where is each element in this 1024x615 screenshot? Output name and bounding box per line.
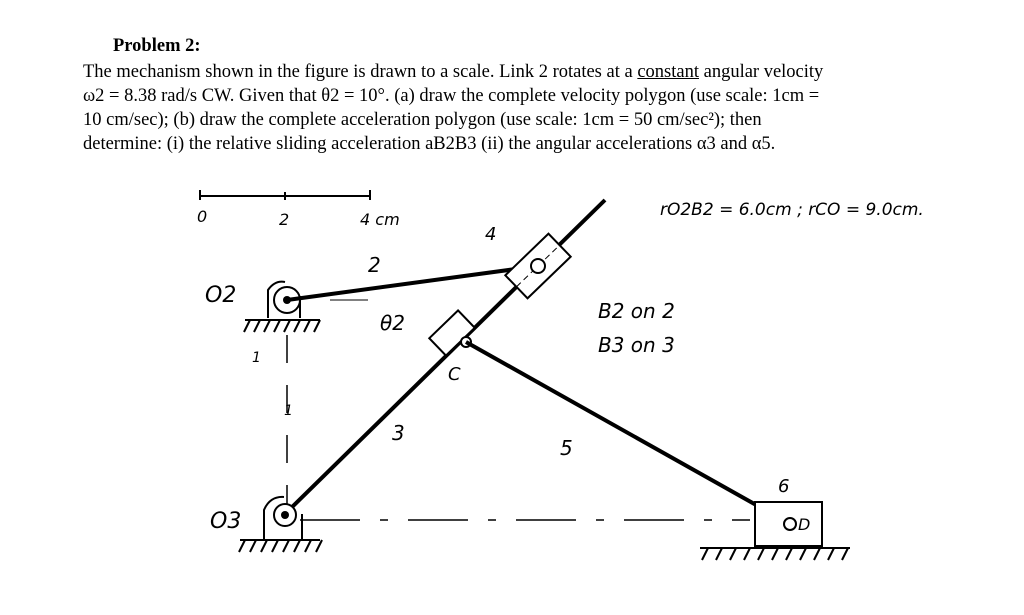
statement-line-4: determine: (i) the relative sliding acceleration aB2B3 (ii) the angular accelerations α3 and α5.: [83, 134, 776, 154]
label-link4: 4: [485, 224, 497, 245]
problem-heading: Problem 2:: [113, 36, 201, 56]
ground-slider: [700, 548, 850, 560]
label-o3: O3: [210, 509, 242, 534]
block-c: [429, 310, 474, 355]
label-c: C: [448, 364, 461, 385]
label-link1-a: 1: [252, 350, 261, 366]
label-link3: 3: [392, 421, 405, 445]
label-b3-on-3: B3 on 3: [598, 333, 675, 357]
label-link6: 6: [778, 476, 790, 497]
label-d: D: [798, 515, 811, 534]
statement-line-2: ω2 = 8.38 rad/s CW. Given that θ2 = 10°. (a) draw the complete velocity polygon (use scale: 1cm =: [83, 86, 820, 106]
label-o2: O2: [205, 283, 237, 308]
given-dimensions: rO2B2 = 6.0cm ; rCO = 9.0cm.: [660, 200, 924, 220]
statement-line-1: The mechanism shown in the figure is drawn to a scale. Link 2 rotates at a constant angular velocity: [83, 62, 824, 82]
label-link1-b: 1: [284, 403, 293, 419]
statement-line-3: 10 cm/sec); (b) draw the complete acceleration polygon (use scale: 1cm = 50 cm/sec²); then: [83, 110, 762, 130]
link-5: [466, 342, 790, 524]
label-link5: 5: [560, 436, 573, 460]
scale-label-2: 2: [279, 210, 290, 229]
link-2: [287, 266, 538, 300]
label-link2: 2: [368, 253, 381, 277]
label-b2-on-2: B2 on 2: [598, 299, 675, 323]
scale-label-0: 0: [197, 207, 208, 226]
pivot-o3-center: [281, 511, 289, 519]
scale-label-4cm: 4 cm: [360, 210, 400, 229]
pin-d: [784, 518, 796, 530]
pin-b: [531, 259, 545, 273]
scale-bar: [200, 190, 370, 200]
label-theta2: θ2: [380, 311, 405, 335]
